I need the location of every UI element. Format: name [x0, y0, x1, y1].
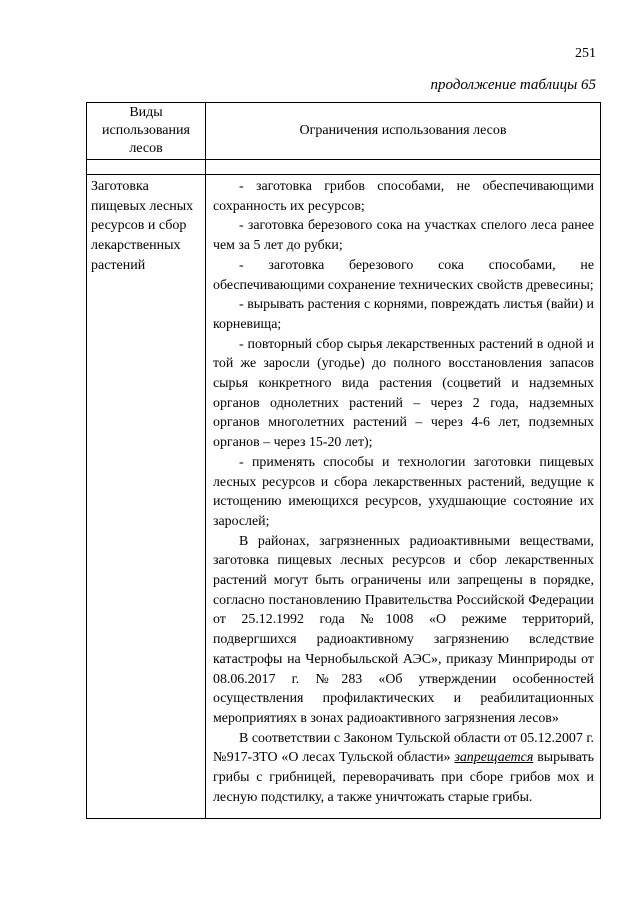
tula-law-text-after: вырывать грибы с грибницей, переворачивать при сборе грибов мох и лесную подстилку, а также уничтожать старые грибы.	[213, 750, 594, 805]
restriction-paragraph: - заготовка грибов способами, не обеспечивающими сохранность их ресурсов;	[213, 179, 594, 214]
prohibited-emphasis: запрещается	[454, 750, 534, 766]
restriction-paragraph: - заготовка березового сока способами, не обеспечивающими сохранение технических свойств древесины;	[213, 257, 594, 293]
radioactive-zones-paragraph: В районах, загрязненных радиоактивными веществами, заготовка пищевых лесных ресурсов и сбор лекарственных растений могут быть ограничены или запрещены в порядке, согласно постановлению Правительства Российской Федерации от 25.12.1992 года №1008 «О режиме территорий, подвергшихся радиоактивному загрязнению вследствие катастрофы на Чернобыльской АЭС», приказу Минприроды от 08.06.2017 г. №283 «Об утверждении особенностей осуществления профилактических и реабилитационных мероприятиях в зонах радиоактивного загрязнения лесов»	[213, 533, 594, 726]
header-restrictions: Ограничения использования лесов	[206, 103, 601, 160]
table-header-row	[87, 103, 601, 160]
spacer-cell-1	[87, 160, 206, 175]
table-row	[87, 175, 601, 819]
restrictions-cell	[206, 175, 601, 819]
header-forest-use-types: Виды использования лесов	[87, 103, 206, 160]
page-number: 251	[575, 46, 596, 61]
forest-use-category: Заготовка пищевых лесных ресурсов и сбор лекарственных растений	[87, 175, 206, 819]
restrictions-table	[86, 102, 601, 819]
tula-law-text-before: В соответствии с Законом Тульской области от 05.12.2007 г. №917-ЗТО «О лесах Тульской области»	[213, 730, 594, 766]
table-spacer-row	[87, 160, 601, 175]
table-continuation-caption: продолжение таблицы 65	[430, 77, 596, 93]
restriction-paragraph: - применять способы и технологии заготовки пищевых лесных ресурсов и сбора лекарственных растений, ведущие к истощению имеющихся ресурсов, ухудшающие состояние их зарослей;	[213, 454, 594, 529]
tula-law-paragraph	[213, 729, 594, 808]
restriction-paragraph: - вырывать растения с корнями, повреждать листья (вайи) и корневища;	[213, 297, 594, 332]
spacer-cell-2	[206, 160, 601, 175]
restriction-paragraph: - заготовка березового сока на участках спелого леса ранее чем за 5 лет до рубки;	[213, 218, 594, 254]
restriction-paragraph: - повторный сбор сырья лекарственных растений в одной и той же заросли (угодье) до полного восстановления запасов сырья конкретного вида растения (соцветий и надземных органов однолетних растений – через 2 года, надземных органов многолетних растений – через 4-6 лет, подземных органов – через 15-20 лет);	[213, 336, 594, 451]
